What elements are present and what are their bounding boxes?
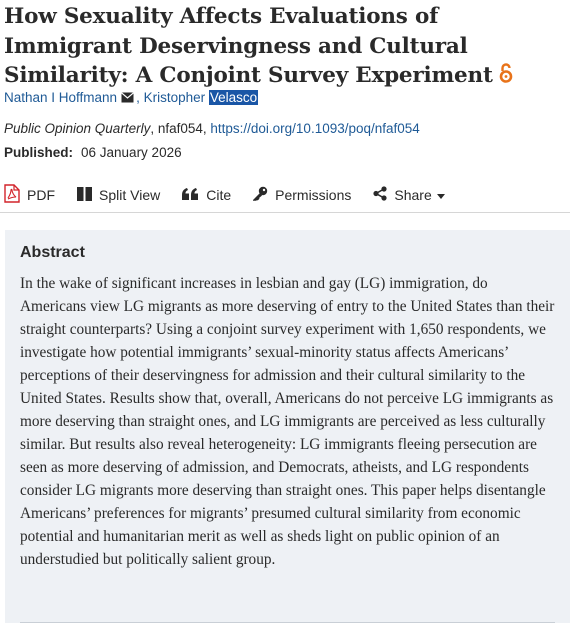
- permissions-button[interactable]: [253, 183, 351, 207]
- share-label: Share: [394, 187, 432, 203]
- article-toolbar: [0, 183, 570, 213]
- pdf-button[interactable]: [4, 183, 55, 207]
- split-view-icon: [77, 187, 99, 204]
- pdf-icon: [4, 184, 27, 206]
- abstract-heading: Abstract: [20, 244, 85, 261]
- split-view-label: Split View: [99, 187, 161, 203]
- citation-line: [4, 121, 420, 136]
- author-link-hoffmann[interactable]: Nathan I Hoffmann: [4, 90, 118, 105]
- published-label: Published:: [4, 145, 74, 160]
- journal-name: Public Opinion Quarterly: [4, 121, 151, 136]
- article-title: [4, 2, 564, 93]
- key-icon: [253, 186, 275, 204]
- published-line: [4, 145, 182, 160]
- split-view-button[interactable]: [77, 183, 160, 207]
- abstract-text: In the wake of significant increases in lesbian and gay (LG) immigration, do Americans view LG migrants as more deserving of entry to the United States than their straight counterparts? Using a conjoint survey experiment with 1,650 respondents, we investigate how potential immigrants’ sexual-minority status affects Americans’ perceptions of their deservingness for admission and their cultural similarity to the United States. Results show that, overall, Americans do not perceive LG immigrants as more deserving than straight ones, and LG immigrants are perceived as less culturally similar. But results also reveal heterogeneity: LG immigrants fleeing persecution are seen as more deserving of admission, and Democrats, atheists, and LG respondents consider LG migrants more deserving than straight ones. This paper helps disentangle Americans’ preferences for migrants’ presumed cultural similarity from economic potential and humanitarian merit as well as sheds light on public opinion of an understudied but politically salient group.: [20, 275, 555, 568]
- cite-label: Cite: [206, 187, 232, 203]
- doi-link[interactable]: https://doi.org/10.1093/poq/nfaf054: [210, 121, 420, 136]
- author-separator: ,: [136, 90, 140, 105]
- chevron-down-icon: [437, 187, 452, 203]
- pdf-label: PDF: [27, 187, 55, 203]
- selected-text-highlight[interactable]: Velasco: [209, 90, 258, 105]
- author-link-velasco[interactable]: [144, 90, 259, 105]
- author-list: [4, 88, 258, 109]
- article-title-text: How Sexuality Affects Evaluations of Immigrant Deservingness and Cultural Similarity: A Conjoint Survey Experiment: [4, 4, 493, 88]
- published-date: 06 January 2026: [81, 145, 182, 160]
- quote-icon: [182, 187, 206, 203]
- abstract-section: [5, 230, 570, 623]
- author-first-name[interactable]: Kristopher: [143, 90, 206, 105]
- permissions-label: Permissions: [275, 187, 352, 203]
- cite-button[interactable]: [182, 183, 231, 207]
- article-id: , nfaf054,: [150, 121, 211, 136]
- envelope-icon[interactable]: [121, 89, 134, 109]
- open-access-icon: [499, 62, 513, 93]
- share-icon: [373, 186, 394, 204]
- share-button[interactable]: [373, 183, 451, 207]
